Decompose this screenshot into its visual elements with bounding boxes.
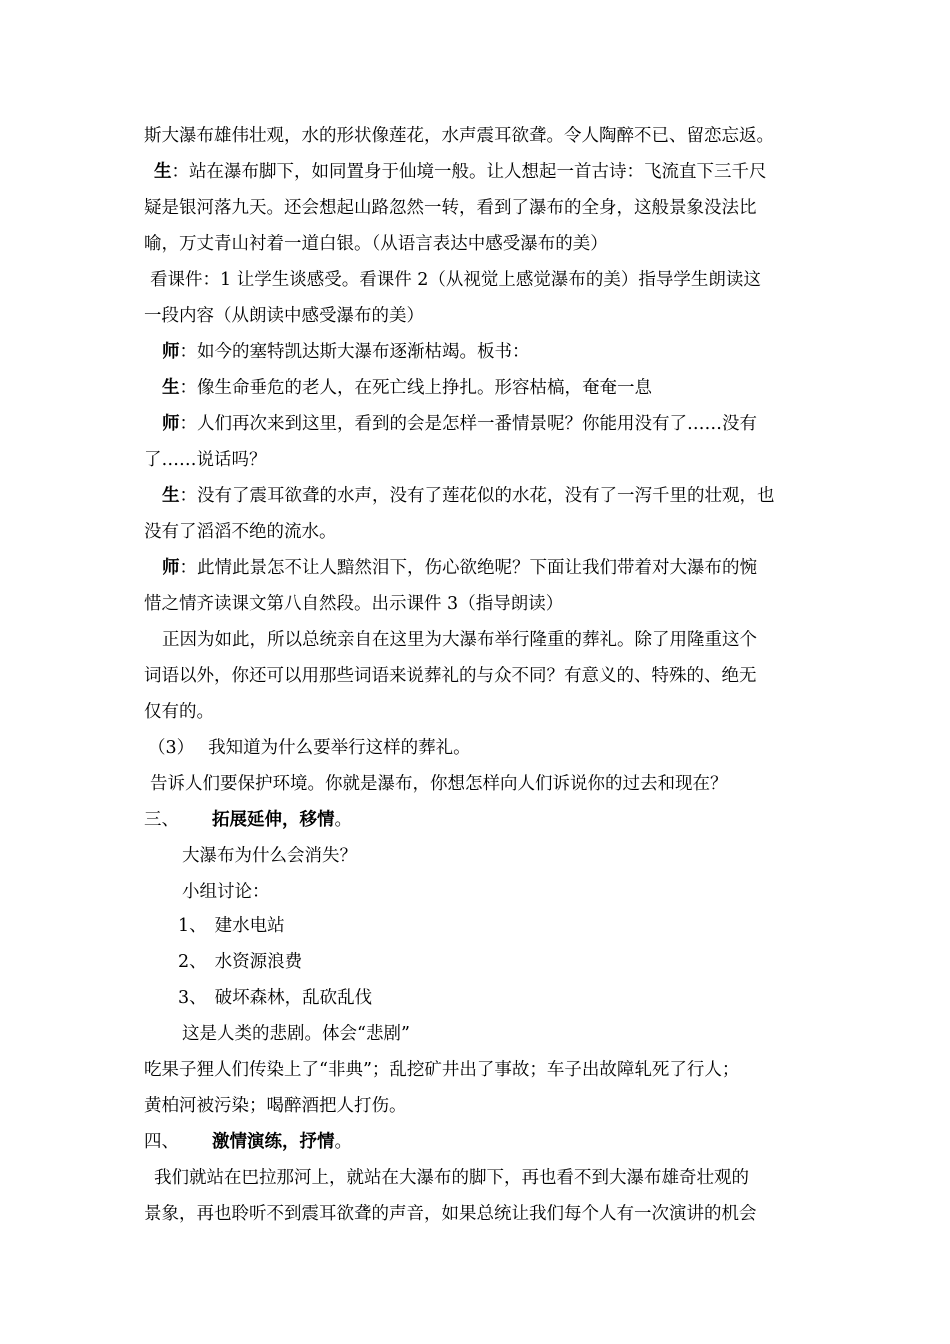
dialogue-line-student xyxy=(154,160,767,184)
paragraph-line: 黄柏河被污染；喝醉酒把人打伤。 xyxy=(144,1096,407,1116)
section-title: 激情演练，抒情 xyxy=(212,1132,335,1152)
dialogue-text: ：此情此景怎不让人黯然泪下，伤心欲绝呢？下面让我们带着对大瀑布的惋 xyxy=(179,558,757,578)
dialogue-text: ：没有了震耳欲聋的水声，没有了莲花似的水花，没有了一泻千里的壮观，也 xyxy=(179,486,775,506)
list-item xyxy=(178,950,302,974)
paragraph-line: 告诉人们要保护环境。你就是瀑布，你想怎样向人们诉说你的过去和现在？ xyxy=(150,774,728,794)
item-number: （3） xyxy=(148,738,195,758)
list-text: 水资源浪费 xyxy=(214,952,303,972)
dialogue-text: ：如今的塞特凯达斯大瀑布逐渐枯竭。板书： xyxy=(179,342,530,362)
dialogue-text: ：像生命垂危的老人，在死亡线上挣扎。形容枯槁，奄奄一息 xyxy=(179,378,652,398)
paragraph-line: 斯大瀑布雄伟壮观，水的形状像莲花，水声震耳欲聋。令人陶醉不已、留恋忘返。 xyxy=(144,126,774,146)
dialogue-line-teacher xyxy=(162,556,757,580)
section-title-end: 。 xyxy=(334,1132,352,1152)
speaker-label: 师 xyxy=(162,342,180,362)
section-heading xyxy=(144,1130,352,1154)
numbered-item xyxy=(148,736,471,760)
list-text: 建水电站 xyxy=(214,916,285,936)
dialogue-line-teacher xyxy=(162,412,757,436)
list-text: 破坏森林，乱砍乱伐 xyxy=(214,988,373,1008)
section-number: 三、 xyxy=(144,810,179,830)
list-number: 1、 xyxy=(178,916,207,936)
paragraph-line: 这是人类的悲剧。体会“悲剧” xyxy=(182,1024,410,1044)
list-number: 2、 xyxy=(178,952,207,972)
paragraph-line: 一段内容（从朗读中感受瀑布的美） xyxy=(144,306,424,326)
speaker-label: 师 xyxy=(162,558,180,578)
paragraph-line: 看课件：1 让学生谈感受。看课件 2（从视觉上感觉瀑布的美）指导学生朗读这 xyxy=(150,270,761,290)
dialogue-text: ：站在瀑布脚下，如同置身于仙境一般。让人想起一首古诗：飞流直下三千尺 xyxy=(171,162,767,182)
paragraph-line: 了……说话吗？ xyxy=(144,450,267,470)
section-number: 四、 xyxy=(144,1132,179,1152)
speaker-label: 生 xyxy=(162,486,180,506)
paragraph-line: 正因为如此，所以总统亲自在这里为大瀑布举行隆重的葬礼。除了用隆重这个 xyxy=(162,630,757,650)
item-text: 我知道为什么要举行这样的葬礼。 xyxy=(208,738,471,758)
paragraph-line: 惜之情齐读课文第八自然段。出示课件 3（指导朗读） xyxy=(144,594,564,614)
paragraph-line: 我们就站在巴拉那河上，就站在大瀑布的脚下，再也看不到大瀑布雄奇壮观的 xyxy=(154,1168,749,1188)
paragraph-line: 小组讨论： xyxy=(182,882,270,902)
paragraph-line: 吃果子狸人们传染上了“非典”；乱挖矿井出了事故；车子出故障轧死了行人； xyxy=(144,1060,740,1080)
speaker-label: 师 xyxy=(162,414,180,434)
dialogue-line-teacher xyxy=(162,340,530,364)
list-number: 3、 xyxy=(178,988,207,1008)
paragraph-line: 仅有的。 xyxy=(144,702,214,722)
dialogue-text: ：人们再次来到这里，看到的会是怎样一番情景呢？你能用没有了……没有 xyxy=(179,414,757,434)
paragraph-line: 疑是银河落九天。还会想起山路忽然一转，看到了瀑布的全身，这般景象没法比 xyxy=(144,198,757,218)
paragraph-line: 词语以外，你还可以用那些词语来说葬礼的与众不同？有意义的、特殊的、绝无 xyxy=(144,666,757,686)
dialogue-line-student xyxy=(162,484,775,508)
section-title: 拓展延伸，移情 xyxy=(212,810,335,830)
paragraph-line: 大瀑布为什么会消失？ xyxy=(182,846,357,866)
speaker-label: 生 xyxy=(154,162,172,182)
paragraph-line: 没有了滔滔不绝的流水。 xyxy=(144,522,337,542)
section-title-end: 。 xyxy=(334,810,352,830)
paragraph-line: 景象，再也聆听不到震耳欲聋的声音，如果总统让我们每个人有一次演讲的机会 xyxy=(144,1204,757,1224)
list-item xyxy=(178,914,285,938)
list-item xyxy=(178,986,372,1010)
dialogue-line-student xyxy=(162,376,652,400)
section-heading xyxy=(144,808,352,832)
paragraph-line: 喻，万丈青山衬着一道白银。（从语言表达中感受瀑布的美） xyxy=(144,234,608,254)
speaker-label: 生 xyxy=(162,378,180,398)
